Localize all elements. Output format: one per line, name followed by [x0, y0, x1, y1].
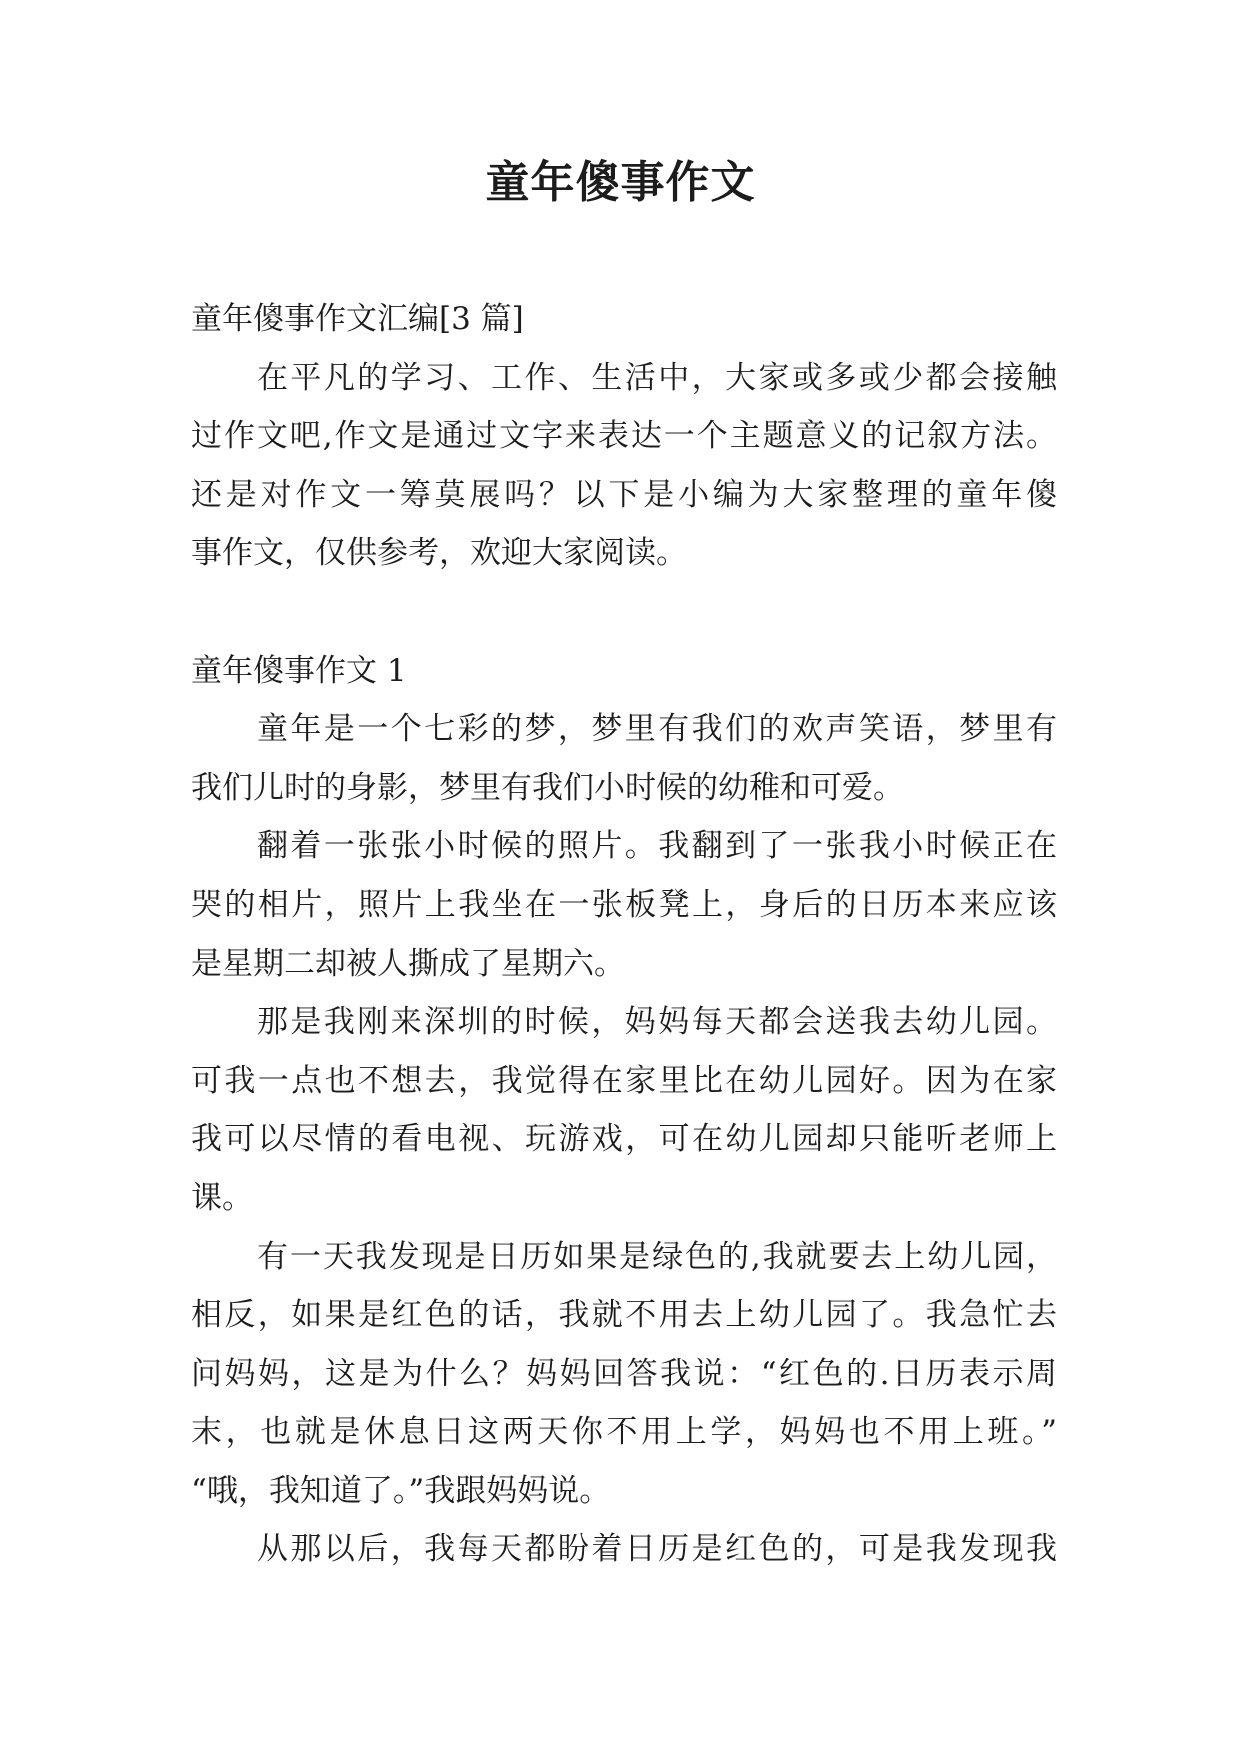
text-line: 相反，如果是红色的话，我就不用去上幼儿园了。我急忙去: [191, 1297, 1057, 1334]
paragraph: [191, 1520, 1057, 1579]
text-line: 过作文吧,作文是通过文字来表达一个主题意义的记叙方法。: [191, 418, 1057, 455]
intro-paragraph: [191, 349, 1057, 583]
paragraph: [191, 993, 1057, 1227]
text-line: 问妈妈，这是为什么？妈妈回答我说：“红色的.日历表示周: [191, 1355, 1057, 1392]
section-heading: 童年傻事作文 1: [191, 652, 407, 689]
text-line: 那是我刚来深圳的时候，妈妈每天都会送我去幼儿园。: [257, 1004, 1057, 1041]
text-line: 我可以尽情的看电视、玩游戏，可在幼儿园却只能听老师上: [191, 1121, 1057, 1158]
text-line: 还是对作文一筹莫展吗？以下是小编为大家整理的童年傻: [191, 476, 1057, 513]
text-line: 末，也就是休息日这两天你不用上学，妈妈也不用上班。”: [191, 1414, 1057, 1451]
text-line: 是星期二却被人撕成了星期六。: [191, 945, 625, 982]
paragraph: [191, 1228, 1057, 1521]
text-line: “哦，我知道了。”我跟妈妈说。: [191, 1472, 611, 1509]
text-line: 童年是一个七彩的梦，梦里有我们的欢声笑语，梦里有: [257, 711, 1057, 748]
text-line: 事作文，仅供参考，欢迎大家阅读。: [191, 535, 687, 572]
text-line: 有一天我发现是日历如果是绿色的,我就要去上幼儿园，: [257, 1238, 1057, 1275]
text-line: 课。: [191, 1179, 253, 1216]
document-body: [191, 290, 1057, 1579]
document-title: 童年傻事作文: [485, 157, 756, 208]
collection-subtitle: 童年傻事作文汇编[3 篇]: [191, 301, 524, 337]
text-line: 在平凡的学习、工作、生活中，大家或多或少都会接触: [257, 359, 1057, 396]
text-line: 从那以后，我每天都盼着日历是红色的，可是我发现我: [257, 1531, 1057, 1568]
text-line: 翻着一张张小时候的照片。我翻到了一张我小时候正在: [257, 828, 1057, 865]
text-line: 哭的相片，照片上我坐在一张板凳上，身后的日历本来应该: [191, 886, 1057, 923]
text-line: 可我一点也不想去，我觉得在家里比在幼儿园好。因为在家: [191, 1062, 1057, 1099]
paragraph: [191, 700, 1057, 817]
paragraph: [191, 817, 1057, 993]
text-line: 我们儿时的身影，梦里有我们小时候的幼稚和可爱。: [191, 769, 904, 806]
